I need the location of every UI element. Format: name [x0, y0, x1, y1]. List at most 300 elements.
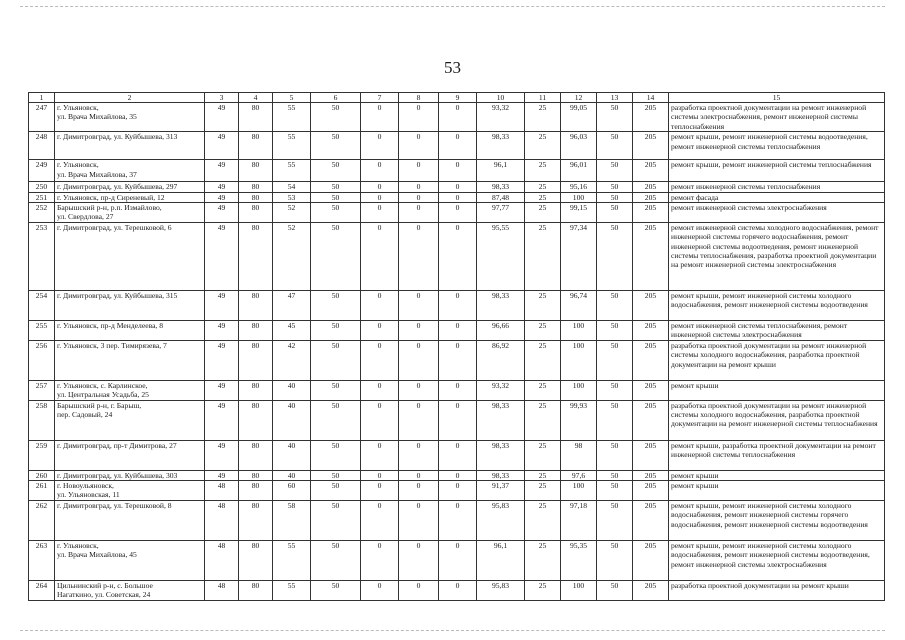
value-cell: 80	[239, 320, 273, 340]
value-cell: 0	[439, 400, 477, 440]
value-cell: 50	[311, 132, 361, 160]
value-cell: 53	[273, 192, 311, 202]
value-cell: 100	[561, 481, 597, 501]
value-cell: 0	[399, 380, 439, 400]
value-cell: 0	[399, 470, 439, 480]
works-cell: разработка проектной документации на ремонт инженерной системы холодного водоснабжения, разработка проектной документации на ремонт крыши	[669, 340, 885, 380]
value-cell: 25	[525, 290, 561, 320]
value-cell: 205	[633, 222, 669, 290]
address-cell: г. Ульяновск, пр-д Менделеева, 8	[55, 320, 205, 340]
table-row	[29, 440, 885, 470]
value-cell: 50	[311, 182, 361, 192]
value-cell: 80	[239, 132, 273, 160]
value-cell: 0	[439, 182, 477, 192]
value-cell: 205	[633, 380, 669, 400]
row-number-cell: 257	[29, 380, 55, 400]
value-cell: 96,74	[561, 290, 597, 320]
value-cell: 25	[525, 160, 561, 182]
value-cell: 0	[361, 470, 399, 480]
value-cell: 96,66	[477, 320, 525, 340]
value-cell: 0	[361, 440, 399, 470]
value-cell: 0	[439, 192, 477, 202]
value-cell: 96,03	[561, 132, 597, 160]
value-cell: 0	[399, 320, 439, 340]
value-cell: 205	[633, 132, 669, 160]
column-header-7: 7	[361, 93, 399, 103]
value-cell: 0	[439, 500, 477, 540]
value-cell: 95,83	[477, 500, 525, 540]
table-header-row	[29, 93, 885, 103]
address-cell: г. Димитровград, ул. Куйбышева, 315	[55, 290, 205, 320]
row-number-cell: 259	[29, 440, 55, 470]
row-number-cell: 249	[29, 160, 55, 182]
value-cell: 0	[439, 290, 477, 320]
value-cell: 25	[525, 340, 561, 380]
value-cell: 80	[239, 340, 273, 380]
value-cell: 50	[597, 290, 633, 320]
value-cell: 80	[239, 222, 273, 290]
column-header-5: 5	[273, 93, 311, 103]
address-cell: г. Ульяновск, пр-д Сиреневый, 12	[55, 192, 205, 202]
works-cell: ремонт крыши, ремонт инженерной системы холодного водоснабжения, ремонт инженерной системы водоотведения	[669, 290, 885, 320]
value-cell: 25	[525, 320, 561, 340]
value-cell: 97,34	[561, 222, 597, 290]
value-cell: 50	[311, 340, 361, 380]
value-cell: 55	[273, 132, 311, 160]
value-cell: 98,33	[477, 400, 525, 440]
value-cell: 25	[525, 132, 561, 160]
address-cell: г. Димитровград, ул. Куйбышева, 303	[55, 470, 205, 480]
value-cell: 50	[311, 440, 361, 470]
value-cell: 100	[561, 192, 597, 202]
value-cell: 50	[311, 500, 361, 540]
row-number-cell: 247	[29, 103, 55, 132]
value-cell: 80	[239, 580, 273, 600]
column-header-13: 13	[597, 93, 633, 103]
value-cell: 98,33	[477, 290, 525, 320]
scan-edge-top	[20, 6, 885, 7]
row-number-cell: 255	[29, 320, 55, 340]
table-row	[29, 500, 885, 540]
value-cell: 50	[597, 440, 633, 470]
value-cell: 205	[633, 160, 669, 182]
value-cell: 0	[399, 340, 439, 380]
value-cell: 0	[439, 540, 477, 580]
value-cell: 25	[525, 400, 561, 440]
value-cell: 80	[239, 470, 273, 480]
value-cell: 50	[311, 540, 361, 580]
value-cell: 0	[361, 481, 399, 501]
value-cell: 49	[205, 182, 239, 192]
value-cell: 48	[205, 481, 239, 501]
value-cell: 58	[273, 500, 311, 540]
table-row	[29, 580, 885, 600]
value-cell: 80	[239, 182, 273, 192]
value-cell: 98,33	[477, 132, 525, 160]
column-header-10: 10	[477, 93, 525, 103]
value-cell: 50	[597, 481, 633, 501]
table-row	[29, 400, 885, 440]
value-cell: 50	[597, 192, 633, 202]
column-header-4: 4	[239, 93, 273, 103]
value-cell: 80	[239, 500, 273, 540]
value-cell: 93,32	[477, 380, 525, 400]
address-cell: г. Ульяновск, с. Карлинское, ул. Центральная Усадьба, 25	[55, 380, 205, 400]
works-cell: разработка проектной документации на ремонт крыши	[669, 580, 885, 600]
value-cell: 0	[361, 182, 399, 192]
value-cell: 205	[633, 320, 669, 340]
value-cell: 40	[273, 470, 311, 480]
table-row	[29, 340, 885, 380]
value-cell: 0	[399, 203, 439, 223]
value-cell: 25	[525, 380, 561, 400]
value-cell: 205	[633, 203, 669, 223]
value-cell: 55	[273, 103, 311, 132]
value-cell: 0	[439, 132, 477, 160]
value-cell: 0	[399, 400, 439, 440]
value-cell: 205	[633, 400, 669, 440]
value-cell: 52	[273, 203, 311, 223]
address-cell: г. Димитровград, ул. Терешковой, 6	[55, 222, 205, 290]
value-cell: 45	[273, 320, 311, 340]
value-cell: 0	[361, 192, 399, 202]
value-cell: 80	[239, 540, 273, 580]
value-cell: 50	[311, 470, 361, 480]
value-cell: 0	[439, 340, 477, 380]
table-row	[29, 470, 885, 480]
value-cell: 0	[399, 160, 439, 182]
value-cell: 100	[561, 580, 597, 600]
value-cell: 0	[399, 500, 439, 540]
value-cell: 25	[525, 470, 561, 480]
value-cell: 50	[597, 203, 633, 223]
value-cell: 49	[205, 400, 239, 440]
value-cell: 49	[205, 440, 239, 470]
address-cell: Барышский р-н, р.п. Измайлово, ул. Свердлова, 27	[55, 203, 205, 223]
value-cell: 55	[273, 580, 311, 600]
value-cell: 50	[597, 340, 633, 380]
column-header-6: 6	[311, 93, 361, 103]
value-cell: 98	[561, 440, 597, 470]
row-number-cell: 263	[29, 540, 55, 580]
value-cell: 49	[205, 320, 239, 340]
row-number-cell: 262	[29, 500, 55, 540]
works-cell: разработка проектной документации на ремонт инженерной системы электроснабжения, ремонт инженерной системы теплоснабжения	[669, 103, 885, 132]
value-cell: 0	[439, 103, 477, 132]
row-number-cell: 264	[29, 580, 55, 600]
value-cell: 0	[399, 481, 439, 501]
value-cell: 0	[399, 182, 439, 192]
value-cell: 25	[525, 481, 561, 501]
value-cell: 25	[525, 203, 561, 223]
column-header-15: 15	[669, 93, 885, 103]
value-cell: 49	[205, 340, 239, 380]
value-cell: 93,32	[477, 103, 525, 132]
value-cell: 49	[205, 380, 239, 400]
value-cell: 0	[361, 380, 399, 400]
value-cell: 50	[597, 132, 633, 160]
works-cell: ремонт крыши	[669, 470, 885, 480]
value-cell: 50	[597, 400, 633, 440]
value-cell: 50	[597, 380, 633, 400]
value-cell: 0	[399, 540, 439, 580]
address-cell: г. Ульяновск, 3 пер. Тимирязева, 7	[55, 340, 205, 380]
value-cell: 0	[361, 580, 399, 600]
table-row	[29, 182, 885, 192]
value-cell: 60	[273, 481, 311, 501]
address-cell: г. Димитровград, ул. Терешковой, 8	[55, 500, 205, 540]
value-cell: 95,55	[477, 222, 525, 290]
value-cell: 0	[439, 203, 477, 223]
value-cell: 80	[239, 103, 273, 132]
value-cell: 0	[361, 540, 399, 580]
value-cell: 96,01	[561, 160, 597, 182]
column-header-2: 2	[55, 93, 205, 103]
works-cell: ремонт инженерной системы холодного водоснабжения, ремонт инженерной системы горячего водоснабжения, ремонт инженерной системы водоотведения, ремонт инженерной системы теплоснабжения, разработка проектной документации на ремонт инженерной системы электроснабжения	[669, 222, 885, 290]
value-cell: 49	[205, 290, 239, 320]
value-cell: 100	[561, 320, 597, 340]
row-number-cell: 252	[29, 203, 55, 223]
table-row	[29, 222, 885, 290]
value-cell: 50	[311, 580, 361, 600]
value-cell: 0	[399, 132, 439, 160]
column-header-12: 12	[561, 93, 597, 103]
table-row	[29, 103, 885, 132]
value-cell: 50	[597, 540, 633, 580]
value-cell: 99,15	[561, 203, 597, 223]
value-cell: 80	[239, 203, 273, 223]
works-cell: ремонт крыши, ремонт инженерной системы водоотведения, ремонт инженерной системы теплоснабжения	[669, 132, 885, 160]
value-cell: 97,77	[477, 203, 525, 223]
value-cell: 205	[633, 182, 669, 192]
row-number-cell: 253	[29, 222, 55, 290]
address-cell: г. Димитровград, ул. Куйбышева, 313	[55, 132, 205, 160]
value-cell: 25	[525, 580, 561, 600]
value-cell: 100	[561, 380, 597, 400]
value-cell: 0	[399, 440, 439, 470]
value-cell: 0	[439, 440, 477, 470]
value-cell: 0	[361, 222, 399, 290]
column-header-8: 8	[399, 93, 439, 103]
value-cell: 49	[205, 470, 239, 480]
table-row	[29, 540, 885, 580]
value-cell: 205	[633, 290, 669, 320]
value-cell: 40	[273, 400, 311, 440]
value-cell: 0	[439, 470, 477, 480]
value-cell: 97,6	[561, 470, 597, 480]
works-cell: ремонт инженерной системы теплоснабжения	[669, 182, 885, 192]
value-cell: 0	[439, 320, 477, 340]
value-cell: 0	[361, 320, 399, 340]
table-row	[29, 380, 885, 400]
value-cell: 87,48	[477, 192, 525, 202]
works-cell: ремонт инженерной системы электроснабжения	[669, 203, 885, 223]
table-row	[29, 132, 885, 160]
value-cell: 50	[311, 290, 361, 320]
address-cell: г. Ульяновск, ул. Врача Михайлова, 37	[55, 160, 205, 182]
value-cell: 98,33	[477, 182, 525, 192]
value-cell: 80	[239, 192, 273, 202]
works-cell: ремонт крыши, ремонт инженерной системы теплоснабжения	[669, 160, 885, 182]
value-cell: 49	[205, 160, 239, 182]
value-cell: 205	[633, 192, 669, 202]
value-cell: 47	[273, 290, 311, 320]
value-cell: 48	[205, 540, 239, 580]
works-cell: ремонт крыши	[669, 481, 885, 501]
page-number: 53	[444, 58, 461, 77]
value-cell: 50	[311, 192, 361, 202]
value-cell: 205	[633, 440, 669, 470]
row-number-cell: 248	[29, 132, 55, 160]
row-number-cell: 251	[29, 192, 55, 202]
row-number-cell: 254	[29, 290, 55, 320]
value-cell: 55	[273, 540, 311, 580]
value-cell: 0	[399, 192, 439, 202]
housing-repair-table	[28, 92, 885, 601]
value-cell: 50	[597, 103, 633, 132]
value-cell: 49	[205, 192, 239, 202]
value-cell: 50	[597, 580, 633, 600]
column-header-9: 9	[439, 93, 477, 103]
row-number-cell: 261	[29, 481, 55, 501]
table-row	[29, 320, 885, 340]
value-cell: 98,33	[477, 470, 525, 480]
scan-edge-bottom	[20, 630, 885, 631]
works-cell: ремонт крыши, ремонт инженерной системы холодного водоснабжения, ремонт инженерной системы водоотведения, ремонт инженерной системы электроснабжения	[669, 540, 885, 580]
address-cell: г. Ульяновск, ул. Врача Михайлова, 35	[55, 103, 205, 132]
value-cell: 50	[597, 470, 633, 480]
column-header-14: 14	[633, 93, 669, 103]
value-cell: 50	[311, 380, 361, 400]
value-cell: 0	[361, 400, 399, 440]
table-body	[29, 103, 885, 601]
works-cell: ремонт инженерной системы теплоснабжения, ремонт инженерной системы электроснабжения	[669, 320, 885, 340]
value-cell: 0	[361, 500, 399, 540]
value-cell: 40	[273, 380, 311, 400]
value-cell: 50	[311, 203, 361, 223]
value-cell: 54	[273, 182, 311, 192]
value-cell: 100	[561, 340, 597, 380]
value-cell: 80	[239, 481, 273, 501]
value-cell: 0	[399, 222, 439, 290]
address-cell: г. Димитровград, пр-т Димитрова, 27	[55, 440, 205, 470]
value-cell: 0	[361, 160, 399, 182]
value-cell: 50	[311, 160, 361, 182]
value-cell: 48	[205, 500, 239, 540]
value-cell: 80	[239, 400, 273, 440]
value-cell: 50	[597, 222, 633, 290]
value-cell: 96,1	[477, 540, 525, 580]
works-cell: ремонт крыши	[669, 380, 885, 400]
value-cell: 205	[633, 540, 669, 580]
value-cell: 50	[311, 481, 361, 501]
value-cell: 205	[633, 470, 669, 480]
value-cell: 91,37	[477, 481, 525, 501]
value-cell: 96,1	[477, 160, 525, 182]
value-cell: 0	[439, 222, 477, 290]
value-cell: 98,33	[477, 440, 525, 470]
value-cell: 0	[399, 580, 439, 600]
address-cell: г. Димитровград, ул. Куйбышева, 297	[55, 182, 205, 192]
value-cell: 50	[311, 400, 361, 440]
value-cell: 50	[311, 103, 361, 132]
value-cell: 50	[597, 182, 633, 192]
value-cell: 86,92	[477, 340, 525, 380]
value-cell: 42	[273, 340, 311, 380]
value-cell: 25	[525, 540, 561, 580]
column-header-1: 1	[29, 93, 55, 103]
value-cell: 99,05	[561, 103, 597, 132]
works-cell: ремонт крыши, ремонт инженерной системы холодного водоснабжения, ремонт инженерной системы горячего водоснабжения, ремонт инженерной системы водоотведения	[669, 500, 885, 540]
value-cell: 48	[205, 580, 239, 600]
table-row	[29, 481, 885, 501]
table-row	[29, 160, 885, 182]
column-header-11: 11	[525, 93, 561, 103]
value-cell: 205	[633, 481, 669, 501]
value-cell: 80	[239, 160, 273, 182]
value-cell: 50	[597, 500, 633, 540]
row-number-cell: 256	[29, 340, 55, 380]
value-cell: 25	[525, 103, 561, 132]
value-cell: 0	[399, 290, 439, 320]
value-cell: 25	[525, 222, 561, 290]
value-cell: 205	[633, 340, 669, 380]
address-cell: г. Новоульяновск, ул. Ульяновская, 11	[55, 481, 205, 501]
value-cell: 95,35	[561, 540, 597, 580]
value-cell: 49	[205, 203, 239, 223]
address-cell: Барышский р-н, г. Барыш, пер. Садовый, 24	[55, 400, 205, 440]
value-cell: 49	[205, 132, 239, 160]
value-cell: 0	[439, 481, 477, 501]
row-number-cell: 250	[29, 182, 55, 192]
value-cell: 0	[399, 103, 439, 132]
row-number-cell: 258	[29, 400, 55, 440]
value-cell: 97,18	[561, 500, 597, 540]
value-cell: 49	[205, 103, 239, 132]
column-header-3: 3	[205, 93, 239, 103]
value-cell: 95,83	[477, 580, 525, 600]
value-cell: 50	[597, 320, 633, 340]
table-row	[29, 203, 885, 223]
value-cell: 52	[273, 222, 311, 290]
value-cell: 40	[273, 440, 311, 470]
table-row	[29, 192, 885, 202]
address-cell: г. Ульяновск, ул. Врача Михайлова, 45	[55, 540, 205, 580]
value-cell: 205	[633, 500, 669, 540]
value-cell: 205	[633, 103, 669, 132]
address-cell: Цильнинский р-н, с. Большое Нагаткино, ул. Советская, 24	[55, 580, 205, 600]
value-cell: 50	[597, 160, 633, 182]
value-cell: 49	[205, 222, 239, 290]
table-row	[29, 290, 885, 320]
value-cell: 55	[273, 160, 311, 182]
value-cell: 0	[439, 160, 477, 182]
value-cell: 25	[525, 192, 561, 202]
value-cell: 80	[239, 440, 273, 470]
value-cell: 0	[361, 290, 399, 320]
value-cell: 80	[239, 380, 273, 400]
works-cell: ремонт крыши, разработка проектной документации на ремонт инженерной системы теплоснабжения	[669, 440, 885, 470]
value-cell: 25	[525, 500, 561, 540]
value-cell: 25	[525, 440, 561, 470]
works-cell: разработка проектной документации на ремонт инженерной системы холодного водоснабжения, разработка проектной документации на ремонт инженерной системы теплоснабжения	[669, 400, 885, 440]
row-number-cell: 260	[29, 470, 55, 480]
value-cell: 0	[439, 580, 477, 600]
value-cell: 95,16	[561, 182, 597, 192]
value-cell: 25	[525, 182, 561, 192]
value-cell: 0	[361, 132, 399, 160]
value-cell: 0	[439, 380, 477, 400]
